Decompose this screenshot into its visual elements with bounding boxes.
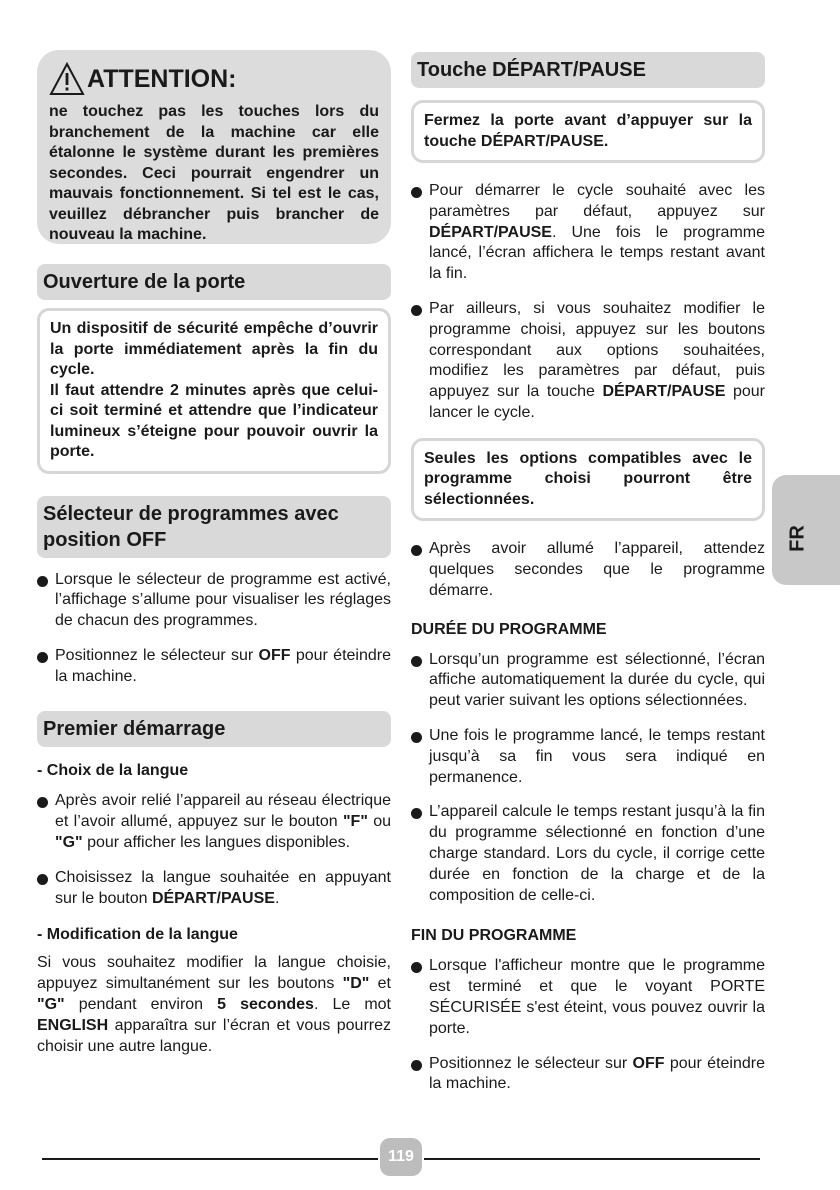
selector-bullet-1: Lorsque le sélecteur de programme est activé, l’affichage s’allume pour visualiser les réglages de chacun des programmes. (37, 570, 391, 632)
duration-bullet-1: Lorsqu’un programme est sélectionné, l’écran affiche automatiquement la durée du cycle, qui peut varier suivant les options sélectionnées. (411, 650, 765, 712)
end-bullet-1: Lorsque l'afficheur montre que le programme est terminé et que le voyant PORTE SÉCURISÉE s'est éteint, vous pouvez ouvrir la porte. (411, 956, 765, 1039)
attention-title-text: ATTENTION: (87, 64, 237, 93)
warning-icon (49, 62, 85, 96)
selector-heading: Sélecteur de programmes avec position OFF (37, 496, 391, 558)
first-start-heading: Premier démarrage (37, 711, 391, 747)
end-bullet-2: Positionnez le sélecteur sur OFF pour éteindre la machine. (411, 1054, 765, 1096)
end-heading: FIN DU PROGRAMME (411, 927, 577, 945)
door-info-text-2: Il faut attendre 2 minutes après que celui-ci soit terminé et attendre que l’indicateur lumineux s’éteigne pour pouvoir ouvrir la porte. (50, 381, 378, 460)
language-choice-subheading: - Choix de la langue (37, 762, 189, 780)
duration-bullet-2: Une fois le programme lancé, le temps restant jusqu’à sa fin vous sera indiqué en permanence. (411, 726, 765, 788)
attention-box (37, 50, 391, 244)
duration-bullet-3: L’appareil calcule le temps restant jusqu’à la fin du programme sélectionné en fonction d’une charge standard. Lors du cycle, il corrige cette durée en fonction de la charge et de la composition de celle-ci. (411, 802, 765, 906)
start-bullet-1: Pour démarrer le cycle souhaité avec les paramètres par défaut, appuyez sur DÉPART/PAUSE. Une fois le programme lancé, l’écran affichera le temps restant avant la fin. (411, 181, 765, 285)
language-bullet-2: Choisissez la langue souhaitée en appuyant sur le bouton DÉPART/PAUSE. (37, 868, 391, 910)
page-number: 119 (380, 1138, 422, 1176)
attention-title (49, 62, 379, 96)
language-change-paragraph: Si vous souhaitez modifier la langue choisie, appuyez simultanément sur les boutons "D" et "G" pendant environ 5 secondes. Le mot ENGLISH apparaîtra sur l’écran et vous pourrez choisir une autre langue. (37, 954, 391, 1055)
language-tab-label: FR (786, 525, 809, 552)
compatible-options-box: Seules les options compatibles avec le programme choisi pourront être sélectionnées. (411, 438, 765, 522)
door-info-box (37, 308, 391, 474)
door-heading: Ouverture de la porte (37, 264, 391, 300)
door-info-text-1: Un dispositif de sécurité empêche d’ouvrir la porte immédiatement après la fin du cycle. (50, 320, 378, 378)
duration-heading: DURÉE DU PROGRAMME (411, 620, 607, 638)
start-bullet-3: Après avoir allumé l’appareil, attendez quelques secondes que le programme démarre. (411, 539, 765, 601)
left-column (37, 50, 391, 1057)
selector-bullet-2: Positionnez le sélecteur sur OFF pour éteindre la machine. (37, 646, 391, 688)
footer-rule-right (424, 1158, 760, 1160)
language-change-subheading: - Modification de la langue (37, 926, 238, 944)
close-door-box: Fermez la porte avant d’appuyer sur la touche DÉPART/PAUSE. (411, 100, 765, 163)
language-bullet-1: Après avoir relié l’appareil au réseau électrique et l’avoir allumé, appuyez sur le bouton "F" ou "G" pour afficher les langues disponibles. (37, 791, 391, 853)
attention-body: ne touchez pas les touches lors du branchement de la machine car elle étalonne le système durant les premières secondes. Ceci pourrait engendrer un mauvais fonctionnement. Si tel est le cas, veuillez débrancher puis brancher de nouveau la machine. (49, 103, 379, 243)
right-column (411, 52, 765, 1095)
language-tab (772, 475, 840, 585)
start-pause-heading: Touche DÉPART/PAUSE (411, 52, 765, 88)
start-bullet-2: Par ailleurs, si vous souhaitez modifier le programme choisi, appuyez sur les boutons correspondant aux options souhaitées, modifiez les paramètres par défaut, puis appuyez sur la touche DÉPART/PAUSE pour lancer le cycle. (411, 299, 765, 424)
footer-rule-left (42, 1158, 378, 1160)
